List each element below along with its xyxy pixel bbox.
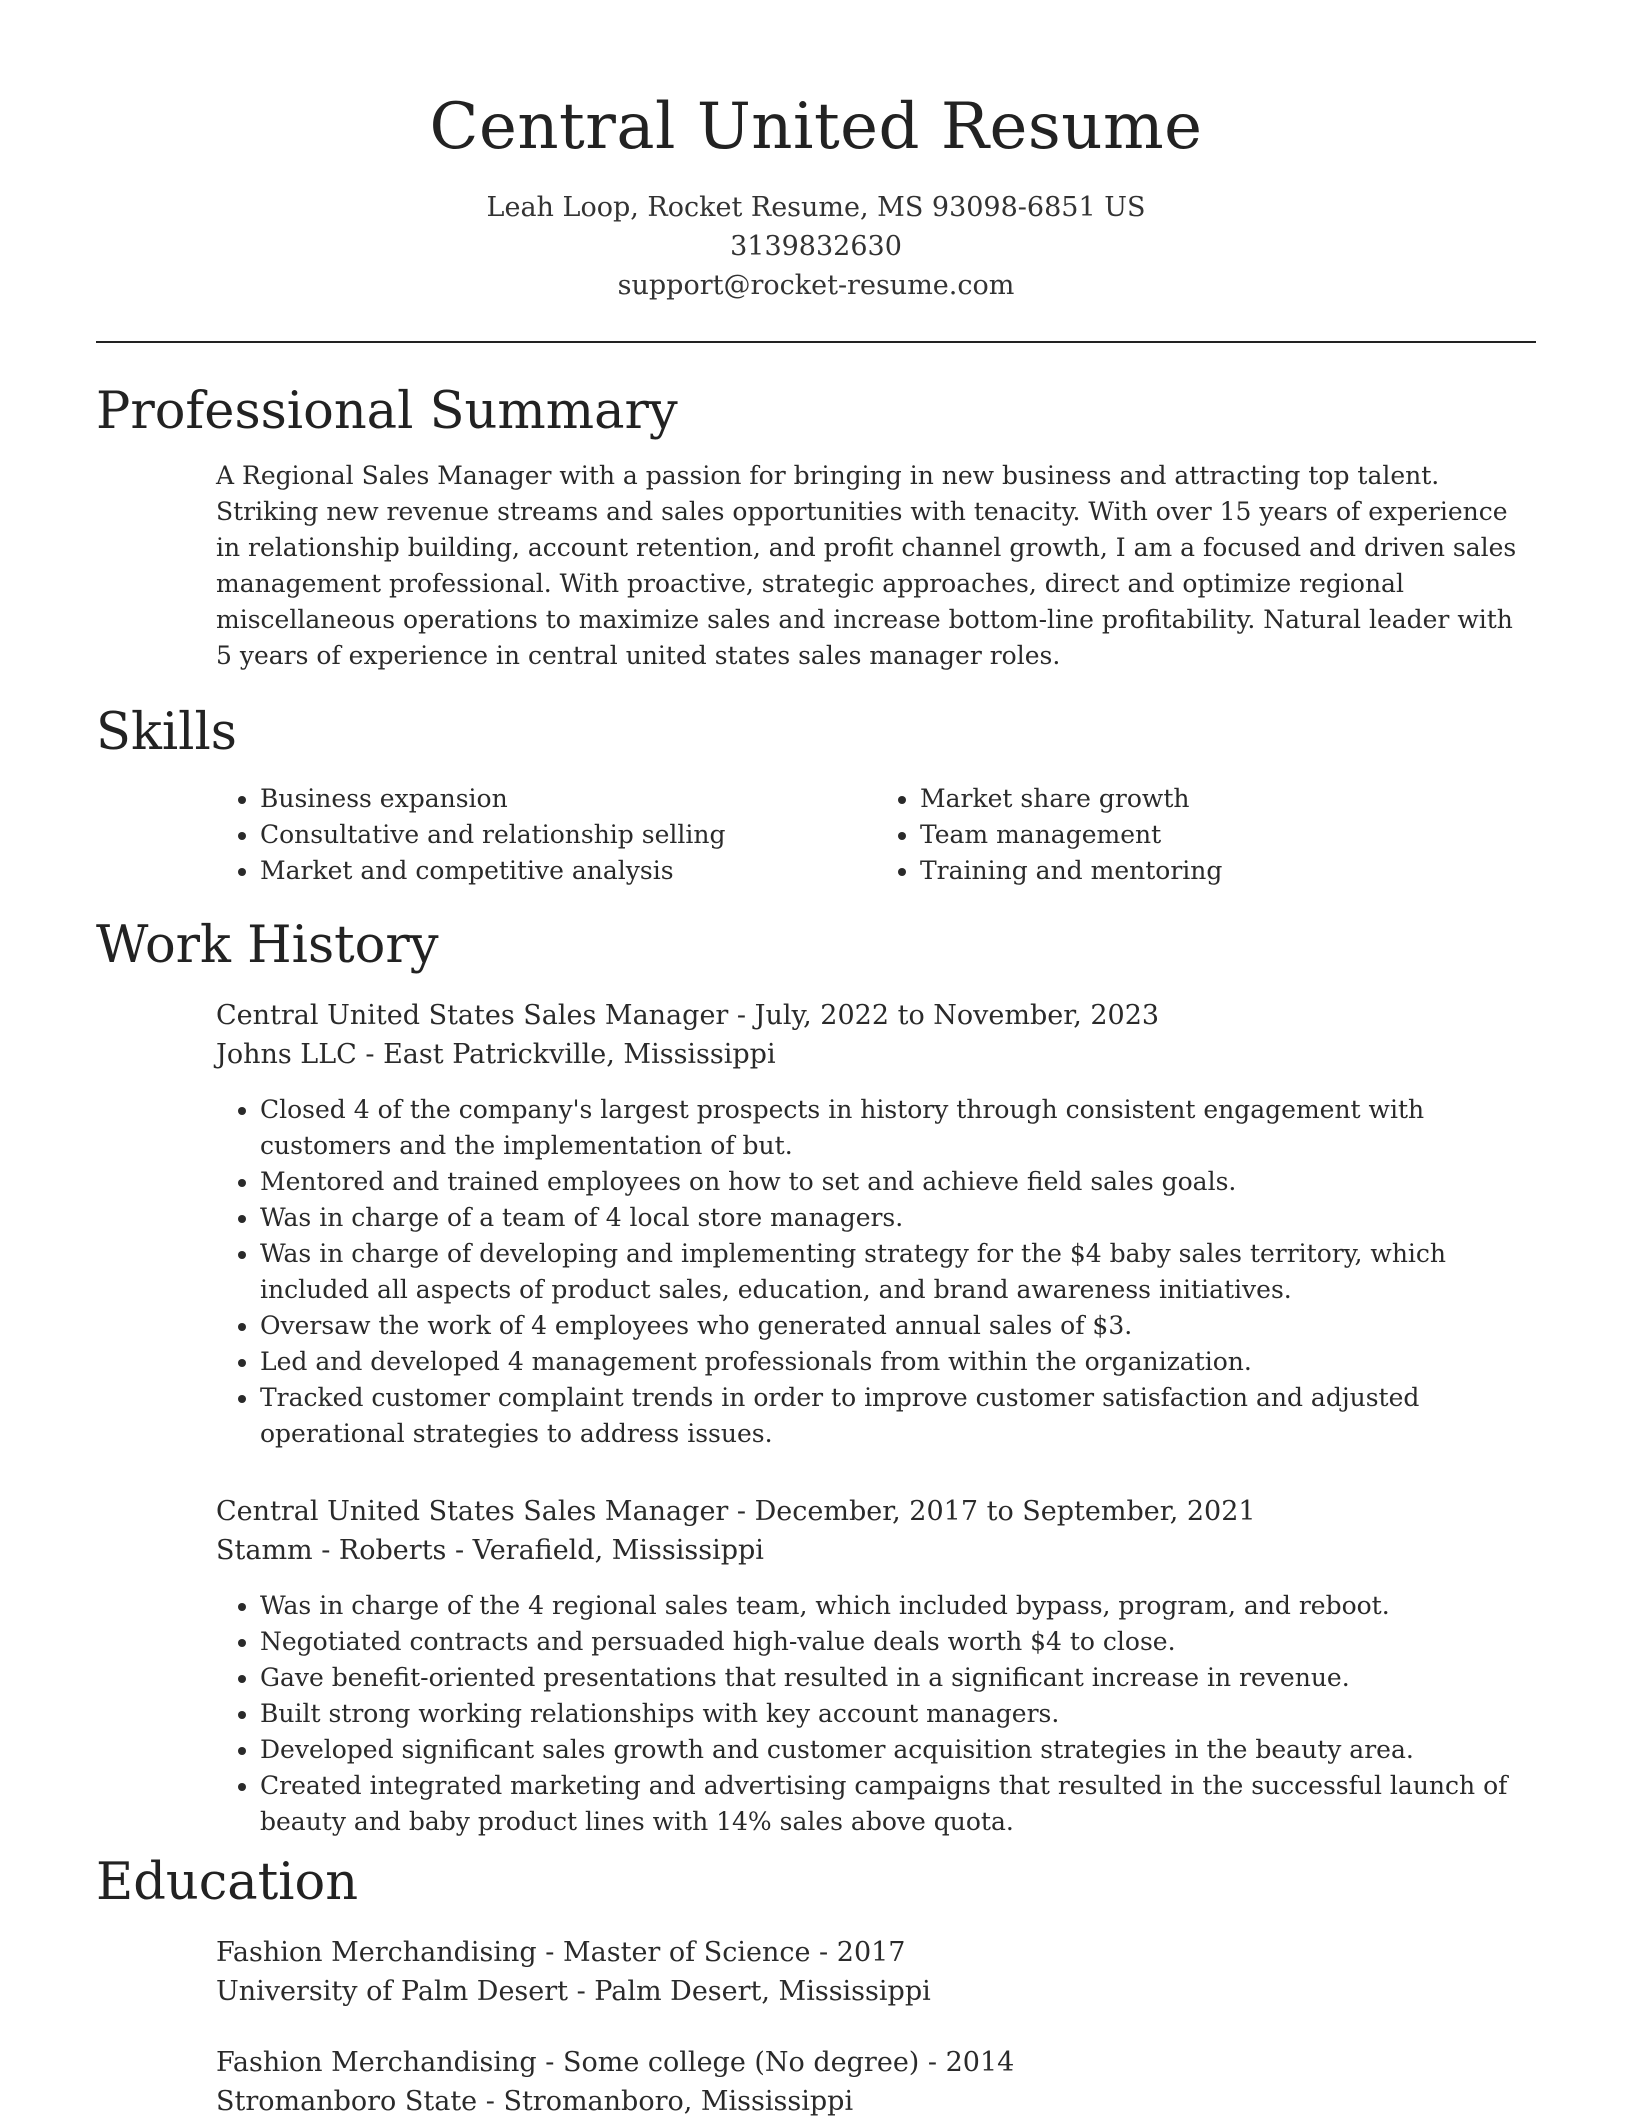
skills-column-left: [216, 781, 876, 889]
skill-item: • Consultative and relationship selling: [260, 817, 876, 853]
job-bullet: • Negotiated contracts and persuaded high-value deals worth $4 to close.: [260, 1624, 1536, 1660]
skill-item: • Team management: [920, 817, 1536, 853]
job-bullet: • Oversaw the work of 4 employees who generated annual sales of $3.: [260, 1308, 1536, 1344]
job-entry: [216, 996, 1536, 1452]
skills-heading: Skills: [96, 703, 237, 762]
contact-email: support@rocket-resume.com: [617, 270, 1015, 301]
resume-header: [0, 0, 1632, 305]
skill-item: • Market share growth: [920, 781, 1536, 817]
job-bullet: • Was in charge of a team of 4 local store managers.: [260, 1200, 1536, 1236]
summary-heading: Professional Summary: [96, 382, 678, 441]
contact-address: Leah Loop, Rocket Resume, MS 93098-6851 US: [486, 192, 1146, 223]
skills-column-right: [876, 781, 1536, 889]
work-history-heading: Work History: [96, 916, 439, 975]
job-bullet: • Led and developed 4 management professionals from within the organization.: [260, 1344, 1536, 1380]
job-title-dates: Central United States Sales Manager - July, 2022 to November, 2023: [216, 1000, 1160, 1031]
education-section: [96, 1851, 1536, 2121]
job-bullet: • Tracked customer complaint trends in order to improve customer satisfaction and adjusted operational strategies to address issues.: [260, 1380, 1536, 1452]
job-company-location: Stamm - Roberts - Verafield, Mississippi: [216, 1535, 764, 1566]
job-bullets: [216, 1588, 1536, 1840]
contact-block: [0, 188, 1632, 305]
education-entry: [216, 1933, 1536, 2011]
education-degree: Fashion Merchandising - Some college (No degree) - 2014: [216, 2047, 1015, 2078]
summary-section: [96, 380, 1536, 674]
education-school: Stromanboro State - Stromanboro, Mississippi: [216, 2086, 854, 2117]
skill-item: • Business expansion: [260, 781, 876, 817]
job-bullet: • Was in charge of the 4 regional sales team, which included bypass, program, and reboot.: [260, 1588, 1536, 1624]
job-bullet: • Built strong working relationships with key account managers.: [260, 1696, 1536, 1732]
job-bullets: [216, 1092, 1536, 1452]
education-heading: Education: [96, 1853, 359, 1912]
job-bullet: • Mentored and trained employees on how to set and achieve field sales goals.: [260, 1164, 1536, 1200]
education-school: University of Palm Desert - Palm Desert, Mississippi: [216, 1976, 931, 2007]
education-entry: [216, 2043, 1536, 2121]
skill-item: • Training and mentoring: [920, 853, 1536, 889]
contact-phone: 3139832630: [730, 231, 902, 262]
education-degree: Fashion Merchandising - Master of Science - 2017: [216, 1937, 906, 1968]
summary-text: A Regional Sales Manager with a passion for bringing in new business and attracting top talent. Striking new revenue streams and sales opportunities with tenacity. With over 15 years of experience in relationship building, account retention, and profit channel growth, I am a focused and driven sales management professional. With proactive, strategic approaches, direct and optimize regional miscellaneous operations to maximize sales and increase bottom-line profitability. Natural leader with 5 years of experience in central united states sales manager roles.: [216, 461, 1517, 670]
job-entry: [216, 1492, 1536, 1840]
job-title-dates: Central United States Sales Manager - December, 2017 to September, 2021: [216, 1496, 1256, 1527]
skills-section: [96, 701, 1536, 889]
job-bullet: • Created integrated marketing and advertising campaigns that resulted in the successful launch of beauty and baby product lines with 14% sales above quota.: [260, 1768, 1536, 1840]
job-bullet: • Gave benefit-oriented presentations that resulted in a significant increase in revenue.: [260, 1660, 1536, 1696]
job-bullet: • Closed 4 of the company's largest prospects in history through consistent engagement with customers and the implementation of but.: [260, 1092, 1536, 1164]
work-history-section: [96, 914, 1536, 1840]
job-bullet: • Developed significant sales growth and customer acquisition strategies in the beauty area.: [260, 1732, 1536, 1768]
header-divider: [96, 341, 1536, 343]
skills-list: [216, 781, 1536, 889]
job-company-location: Johns LLC - East Patrickville, Mississippi: [216, 1039, 776, 1070]
job-bullet: • Was in charge of developing and implementing strategy for the $4 baby sales territory, which included all aspects of product sales, education, and brand awareness initiatives.: [260, 1236, 1536, 1308]
resume-title: Central United Resume: [429, 90, 1203, 164]
skill-item: • Market and competitive analysis: [260, 853, 876, 889]
